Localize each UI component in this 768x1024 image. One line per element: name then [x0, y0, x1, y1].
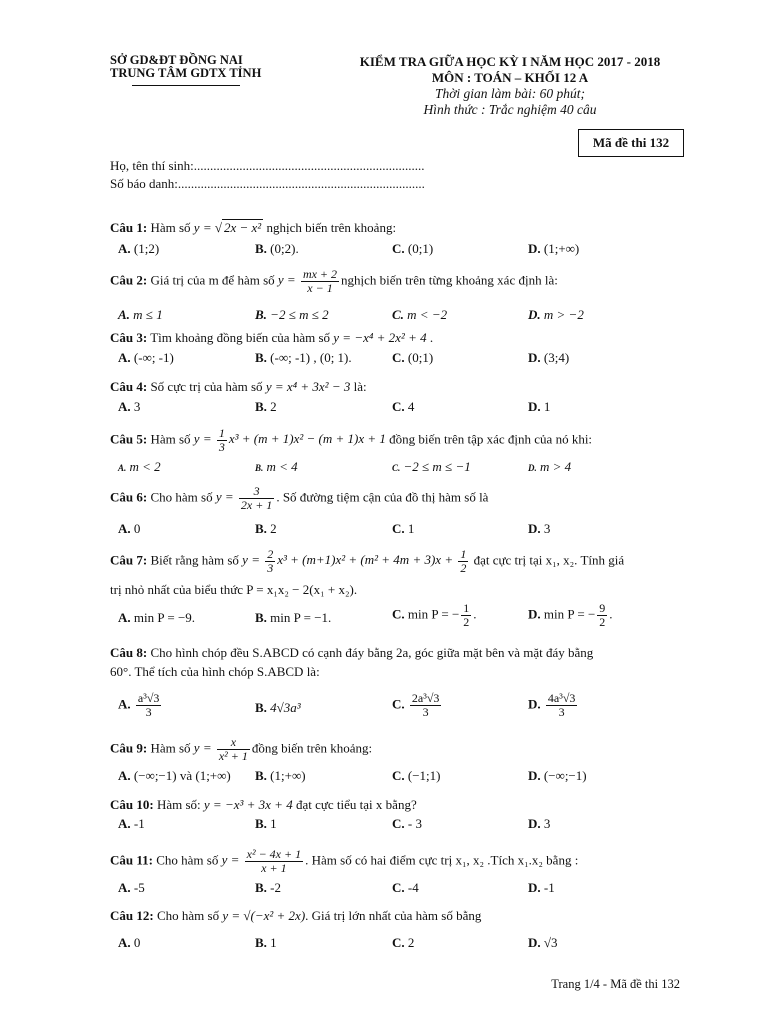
question-text: Biết rằng hàm số — [150, 552, 239, 568]
question-text: Hàm số — [150, 220, 191, 235]
option-a[interactable]: A. 0 — [118, 935, 141, 950]
question-10 — [110, 796, 680, 814]
option-c[interactable]: C. min P = − $\frac{1}{2}$ . — [392, 601, 477, 629]
question-text: . — [429, 330, 434, 345]
option-d[interactable]: D. -1 — [528, 880, 555, 895]
question-8-line2: 60°. Thể tích của hình chóp S.ABCD là: — [110, 664, 320, 679]
answers-6 — [118, 521, 688, 539]
question-label: Câu 1: — [110, 220, 148, 235]
answers-5 — [118, 459, 688, 477]
math-expression: y = −x³ + 3x + 4 — [203, 797, 293, 812]
question-label: Câu 5: — [110, 431, 148, 447]
math-expression: y = $\frac{2}{3}$ x³ + (m+1)x² + (m² + 4m + 3)x + $\frac{1}{2}$ — [242, 547, 467, 575]
question-text: . Hàm số có hai điểm cực trị x₁, x₂ .Tích x₁.x₂ bằng : — [305, 852, 579, 868]
math-expression: y = $\frac{x}{\text{x² + 1}}$ — [193, 735, 248, 763]
option-b[interactable]: B. min P = −1. — [255, 610, 332, 625]
option-a[interactable]: A. (−∞;−1) và (1;+∞) — [118, 768, 231, 783]
question-label: Câu 2: — [110, 272, 148, 288]
option-d[interactable]: D. 3 — [528, 816, 551, 831]
question-label: Câu 7: — [110, 552, 148, 568]
question-label: Câu 9: — [110, 740, 148, 756]
question-text: Hàm số — [150, 740, 191, 756]
question-text: đồng biến trên tập xác định của nó khi: — [389, 431, 593, 447]
option-d[interactable]: D. m > −2 — [528, 307, 584, 322]
math-expression: y = $\frac{mx + 2}{x - 1}$ — [277, 267, 338, 295]
math-expression: y = $\frac{3}{2x + 1}$ — [215, 484, 273, 512]
question-12 — [110, 907, 680, 925]
answers-7 — [118, 601, 688, 629]
question-3 — [110, 329, 680, 347]
school-header — [110, 54, 261, 80]
answers-11 — [118, 880, 688, 898]
question-text: Cho hàm số — [156, 852, 219, 868]
option-b[interactable]: B. (1;+∞) — [255, 768, 306, 783]
option-b[interactable]: B. 2 — [255, 521, 277, 536]
option-d[interactable]: D. (3;4) — [528, 350, 570, 365]
question-text: Cho hình chóp đều S.ABCD có cạnh đáy bằng 2a, góc giữa mặt bên và mặt đáy bằng — [150, 645, 594, 660]
option-a[interactable]: A. -5 — [118, 880, 145, 895]
question-5 — [110, 427, 680, 454]
option-b[interactable]: B. −2 ≤ m ≤ 2 — [255, 307, 329, 322]
math-expression: y = $\frac{1}{3}$ x³ + (m + 1)x² − (m + 1)x + 1 — [193, 426, 386, 454]
option-c[interactable]: C. m < −2 — [392, 307, 448, 322]
option-a[interactable]: A. m ≤ 1 — [118, 307, 163, 322]
option-c[interactable]: C. −2 ≤ m ≤ −1 — [392, 459, 471, 474]
option-b[interactable]: B. -2 — [255, 880, 282, 895]
math-expression: y = √(−x² + 2x) — [222, 908, 306, 923]
option-b[interactable]: B. 1 — [255, 816, 277, 831]
option-c[interactable]: C. 4 — [392, 399, 415, 414]
option-a[interactable]: A. -1 — [118, 816, 145, 831]
question-9 — [110, 736, 680, 763]
option-b[interactable]: B. (-∞; -1) , (0; 1). — [255, 350, 352, 365]
option-b[interactable]: B. 1 — [255, 935, 277, 950]
page-footer: Trang 1/4 - Mã đề thi 132 — [551, 977, 680, 991]
question-text: đồng biến trên khoảng: — [251, 740, 373, 756]
question-2 — [110, 268, 680, 295]
option-c[interactable]: C. - 3 — [392, 816, 422, 831]
question-text: nghịch biến trên khoảng: — [266, 220, 397, 235]
option-c[interactable]: C. (0;1) — [392, 350, 434, 365]
option-d[interactable]: D. $\frac{\text{4a³√3}}{3}$ — [528, 691, 576, 719]
question-text: đạt cực trị tại x₁, x₂. Tính giá — [473, 552, 625, 568]
option-a[interactable]: A. (-∞; -1) — [118, 350, 174, 365]
option-a[interactable]: A. m < 2 — [118, 459, 161, 474]
exam-time: Thời gian làm bài: 60 phút; — [434, 86, 586, 101]
math-expression: y = $\frac{\text{x² − 4x + 1}}{x + 1}$ — [221, 847, 302, 875]
exam-header — [300, 54, 720, 118]
exam-format: Hình thức : Trắc nghiệm 40 câu — [423, 102, 597, 117]
question-text: là: — [353, 379, 367, 394]
option-c[interactable]: C. 1 — [392, 521, 415, 536]
answers-3 — [118, 350, 688, 368]
option-c[interactable]: C. (0;1) — [392, 241, 434, 256]
option-c[interactable]: C. $\frac{\text{2a³√3}}{3}$ — [392, 691, 440, 719]
org-line-1: SỞ GD&ĐT ĐỒNG NAI — [110, 53, 243, 67]
option-a[interactable]: A. (1;2) — [118, 241, 160, 256]
student-name-field[interactable]: Họ, tên thí sinh:....................................................................... — [110, 158, 425, 173]
answers-1 — [118, 241, 688, 259]
option-c[interactable]: C. -4 — [392, 880, 419, 895]
exam-title: KIỂM TRA GIỮA HỌC KỲ I NĂM HỌC 2017 - 2018 — [359, 54, 661, 69]
question-label: Câu 6: — [110, 489, 148, 505]
option-b[interactable]: B. 2 — [255, 399, 277, 414]
question-text: Số cực trị của hàm số — [150, 379, 263, 394]
option-d[interactable]: D. 3 — [528, 521, 551, 536]
question-text: Hàm số: — [156, 797, 201, 812]
answers-9 — [118, 768, 688, 786]
option-b[interactable]: B. m < 4 — [255, 459, 298, 474]
option-d[interactable]: D. √3 — [528, 935, 558, 950]
question-7-line2: trị nhỏ nhất của biểu thức P = x₁x₂ − 2(x₁ + x₂). — [110, 582, 358, 597]
question-label: Câu 12: — [110, 908, 154, 923]
answers-8 — [118, 691, 688, 719]
question-label: Câu 8: — [110, 645, 148, 660]
option-c[interactable]: C. (−1;1) — [392, 768, 441, 783]
question-text: Cho hàm số — [156, 908, 220, 923]
question-4 — [110, 378, 680, 396]
option-b[interactable]: B. (0;2). — [255, 241, 299, 256]
option-a[interactable]: A. 0 — [118, 521, 141, 536]
question-11 — [110, 848, 680, 875]
exam-code-box: Mã đề thi 132 — [578, 129, 684, 157]
option-a[interactable]: A. min P = −9. — [118, 610, 196, 625]
question-text: Giá trị của m để hàm số — [150, 272, 275, 288]
question-label: Câu 10: — [110, 797, 154, 812]
option-d[interactable]: D. (1;+∞) — [528, 241, 580, 256]
question-text: Tìm khoảng đồng biến của hàm số — [150, 330, 331, 345]
question-6 — [110, 485, 680, 512]
student-id-field[interactable]: Số báo danh:............................................................................ — [110, 176, 425, 191]
option-d[interactable]: D. m > 4 — [528, 459, 572, 474]
question-8 — [110, 644, 680, 662]
math-expression: y = √ 2x − x² — [193, 220, 262, 235]
option-d[interactable]: D. 1 — [528, 399, 551, 414]
question-text: . Giá trị lớn nhất của hàm số bằng — [305, 908, 482, 923]
question-text: Cho hàm số — [150, 489, 213, 505]
question-1 — [110, 219, 680, 237]
question-text: . Số đường tiệm cận của đồ thị hàm số là — [276, 489, 489, 505]
answers-12 — [118, 935, 688, 953]
answers-2 — [118, 307, 688, 325]
option-a[interactable]: A. $\frac{\text{a³√3}}{3}$ — [118, 691, 160, 719]
question-label: Câu 4: — [110, 379, 148, 394]
math-expression: y = x⁴ + 3x² − 3 — [265, 379, 351, 394]
question-text: Hàm số — [150, 431, 191, 447]
option-b[interactable]: B. 4√3a³ — [255, 700, 301, 715]
option-d[interactable]: D. (−∞;−1) — [528, 768, 587, 783]
question-label: Câu 11: — [110, 852, 153, 868]
answers-10 — [118, 816, 688, 834]
option-c[interactable]: C. 2 — [392, 935, 415, 950]
answers-4 — [118, 399, 688, 417]
question-text: đạt cực tiểu tại x bằng? — [295, 797, 417, 812]
question-text: nghịch biến trên từng khoảng xác định là: — [341, 272, 558, 288]
org-line-2: TRUNG TÂM GDTX TỈNH — [110, 66, 262, 80]
exam-subject: MÔN : TOÁN – KHỐI 12 A — [431, 70, 589, 85]
math-expression: y = −x⁴ + 2x² + 4 — [333, 330, 427, 345]
option-a[interactable]: A. 3 — [118, 399, 141, 414]
question-7 — [110, 548, 680, 575]
option-d[interactable]: D. min P = − $\frac{9}{2}$ . — [528, 601, 613, 629]
question-label: Câu 3: — [110, 330, 148, 345]
header-divider — [132, 85, 240, 86]
